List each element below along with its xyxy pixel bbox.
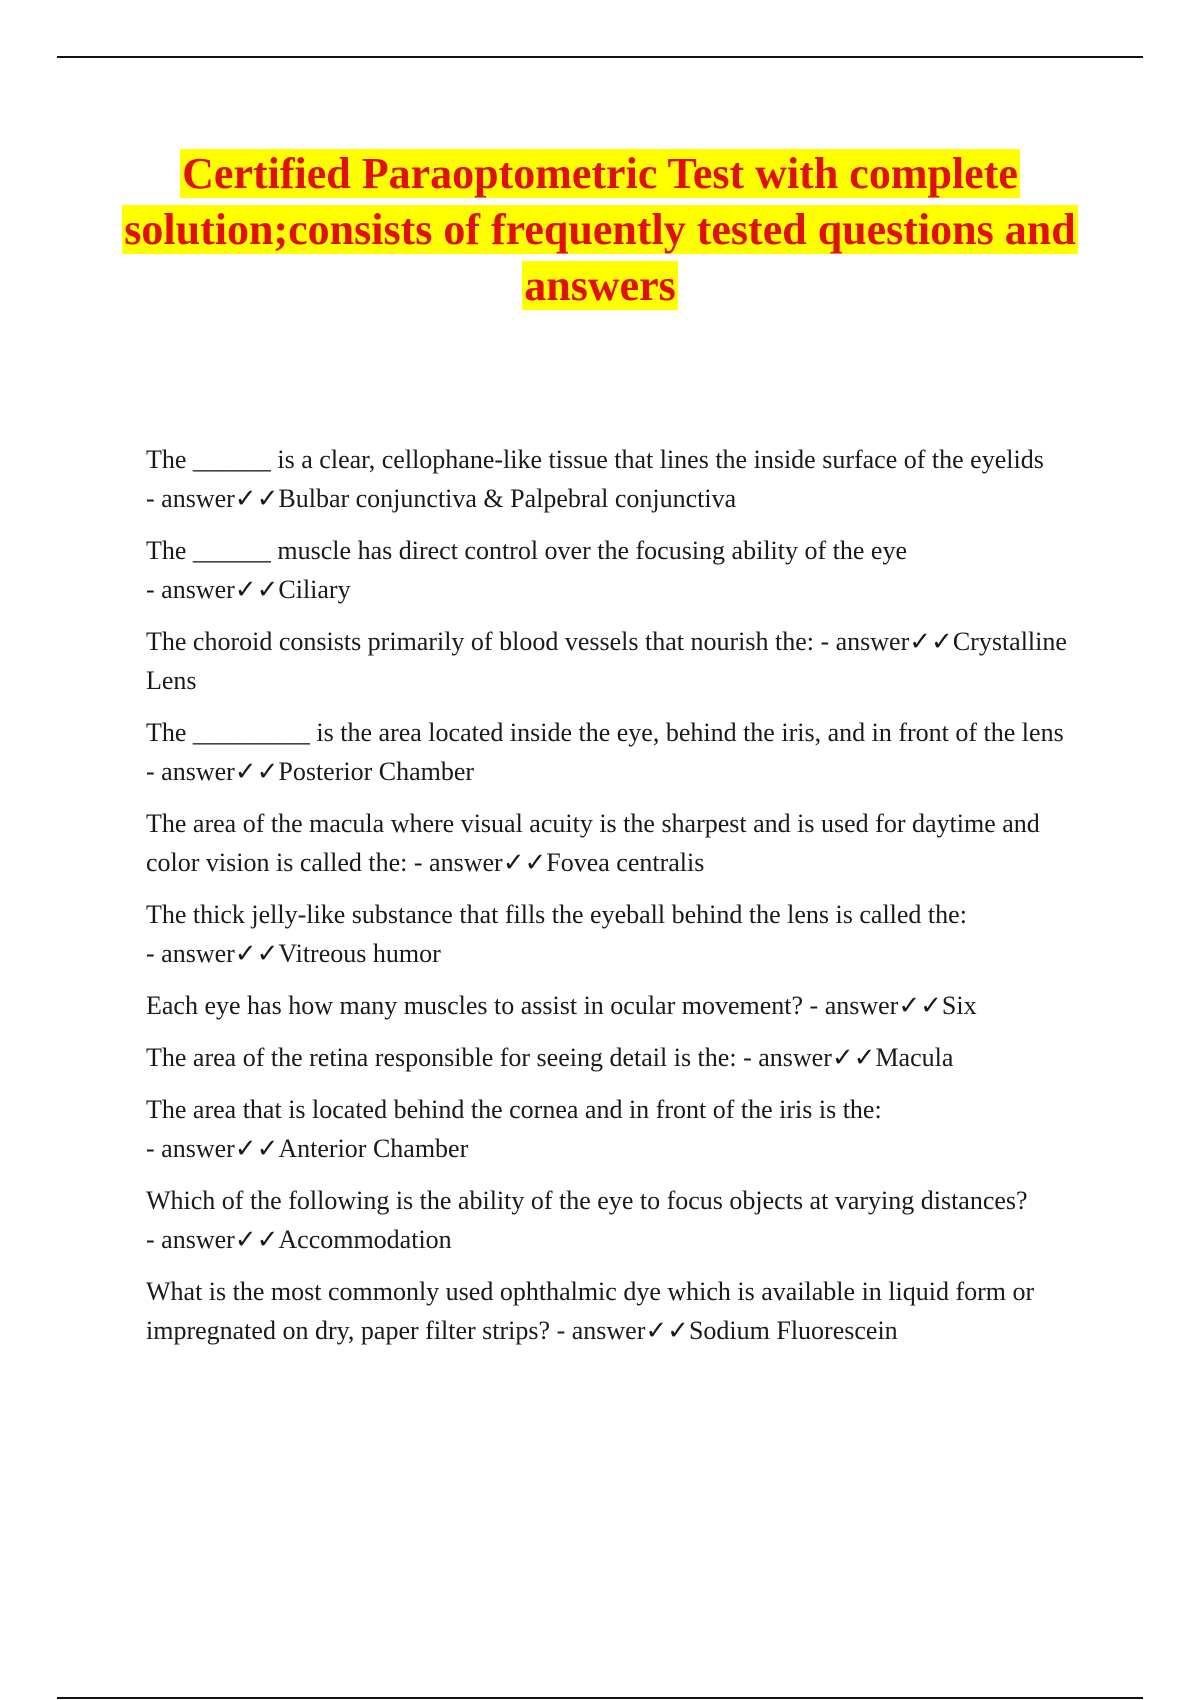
answer-separator: - answer xyxy=(146,757,235,786)
answer-text: Macula xyxy=(875,1043,954,1072)
qa-list xyxy=(146,440,1086,1363)
answer-separator: - answer xyxy=(146,484,235,513)
question-text: The ______ is a clear, cellophane-like tissue that lines the inside surface of the eyelids xyxy=(146,445,1044,474)
checkmark-icon: ✓✓ xyxy=(645,1316,689,1345)
footer-rule xyxy=(57,1697,1143,1699)
question-text: What is the most commonly used ophthalmic dye which is available in liquid form or impregnated on dry, paper filter strips? xyxy=(146,1277,1035,1345)
answer-text: Six xyxy=(941,991,977,1020)
checkmark-icon: ✓✓ xyxy=(234,575,279,604)
question-text: The ______ muscle has direct control over the focusing ability of the eye xyxy=(146,536,907,565)
answer-text: Fovea centralis xyxy=(546,848,705,877)
question-text: The _________ is the area located inside the eye, behind the iris, and in front of the lens xyxy=(146,718,1064,747)
question-text: The thick jelly-like substance that fills the eyeball behind the lens is called the: xyxy=(146,900,967,929)
checkmark-icon: ✓✓ xyxy=(831,1043,876,1072)
checkmark-icon: ✓✓ xyxy=(234,939,279,968)
answer-text: Bulbar conjunctiva & Palpebral conjunctiva xyxy=(278,484,737,513)
checkmark-icon: ✓✓ xyxy=(898,991,942,1020)
qa-item xyxy=(146,1090,1086,1168)
answer-text: Accommodation xyxy=(278,1225,452,1254)
qa-item xyxy=(146,895,1086,973)
checkmark-icon: ✓✓ xyxy=(909,627,953,656)
checkmark-icon: ✓✓ xyxy=(234,1134,279,1163)
answer-separator: - answer xyxy=(146,1134,235,1163)
answer-separator: - answer xyxy=(407,848,503,877)
answer-text: Vitreous humor xyxy=(278,939,441,968)
answer-separator: - answer xyxy=(736,1043,832,1072)
qa-item xyxy=(146,1038,1086,1077)
title-highlight: Certified Paraoptometric Test with complete solution;consists of frequently tested questions and answers xyxy=(124,149,1076,310)
answer-text: Anterior Chamber xyxy=(278,1134,469,1163)
page-title xyxy=(100,146,1100,314)
answer-text: Sodium Fluorescein xyxy=(688,1316,898,1345)
checkmark-icon: ✓✓ xyxy=(234,757,279,786)
qa-item xyxy=(146,986,1086,1025)
answer-separator: - answer xyxy=(803,991,899,1020)
question-text: The choroid consists primarily of blood vessels that nourish the: xyxy=(146,627,814,656)
header-rule xyxy=(57,56,1143,58)
answer-text: Crystalline Lens xyxy=(146,627,1067,695)
question-text: The area of the retina responsible for seeing detail is the: xyxy=(146,1043,737,1072)
checkmark-icon: ✓✓ xyxy=(234,484,279,513)
answer-text: Posterior Chamber xyxy=(278,757,475,786)
qa-item xyxy=(146,1181,1086,1259)
answer-separator: - answer xyxy=(813,627,910,656)
qa-item xyxy=(146,440,1086,518)
answer-separator: - answer xyxy=(146,575,235,604)
answer-separator: - answer xyxy=(146,1225,235,1254)
question-text: The area that is located behind the cornea and in front of the iris is the: xyxy=(146,1095,882,1124)
answer-separator: - answer xyxy=(146,939,235,968)
answer-text: Ciliary xyxy=(278,575,351,604)
qa-item xyxy=(146,713,1086,791)
question-text: The area of the macula where visual acuity is the sharpest and is used for daytime and color vision is called the: xyxy=(146,809,1040,877)
qa-item xyxy=(146,804,1086,882)
qa-item xyxy=(146,1272,1086,1350)
checkmark-icon: ✓✓ xyxy=(502,848,547,877)
question-text: Each eye has how many muscles to assist in ocular movement? xyxy=(146,991,804,1020)
qa-item xyxy=(146,531,1086,609)
answer-separator: - answer xyxy=(550,1316,646,1345)
qa-item xyxy=(146,622,1086,700)
checkmark-icon: ✓✓ xyxy=(234,1225,279,1254)
question-text: Which of the following is the ability of the eye to focus objects at varying distances? xyxy=(146,1186,1028,1215)
